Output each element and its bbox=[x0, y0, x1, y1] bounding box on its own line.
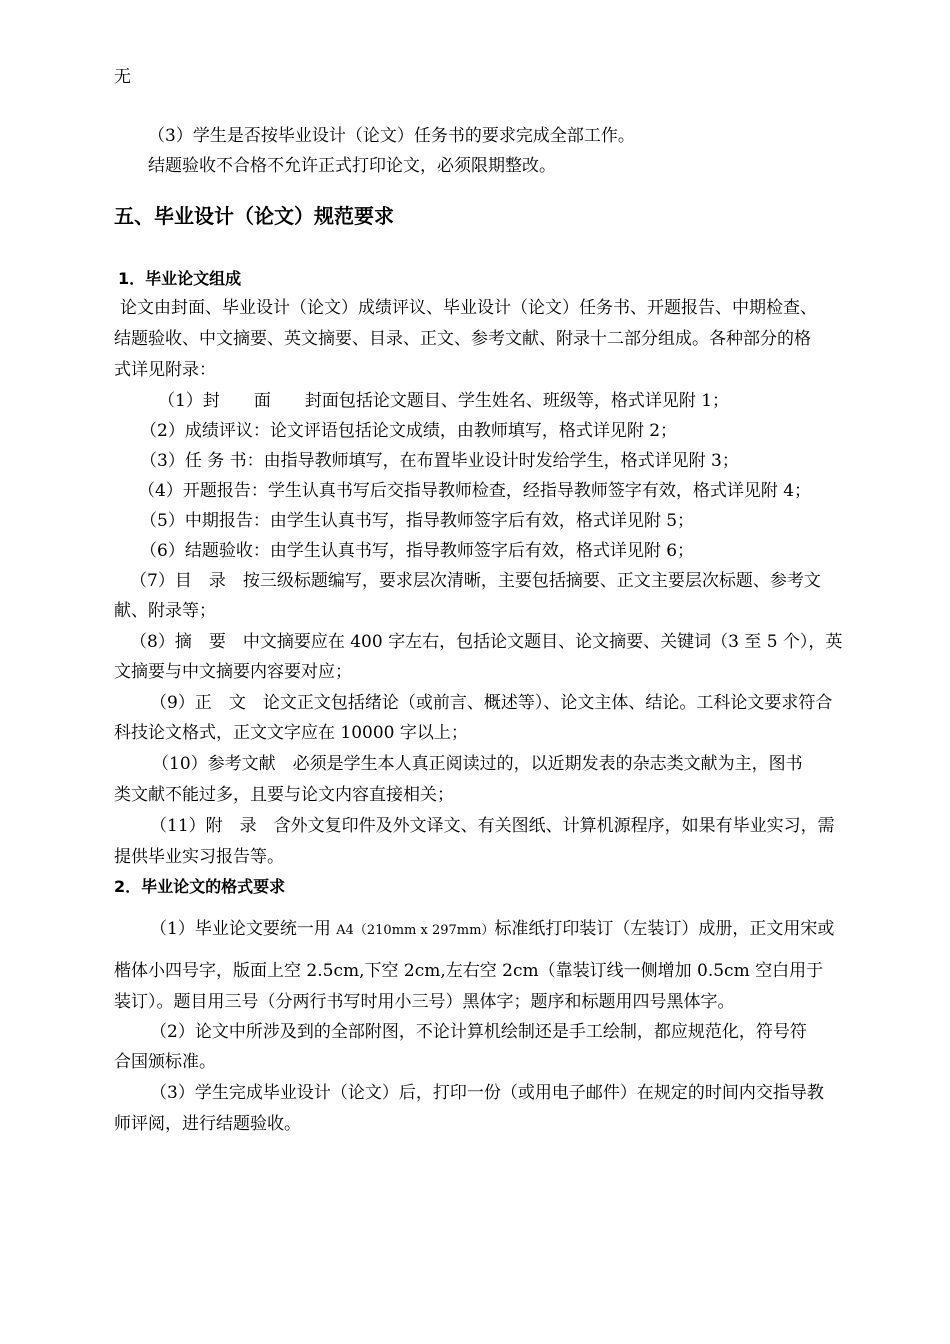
list-item: （2）成绩评议：论文评语包括论文成绩，由教师填写，格式详见附 2； bbox=[140, 421, 678, 441]
list-item: （9）正 文 论文正文包括绪论（或前言、概述等）、论文主体、结论。工科论文要求符合 bbox=[150, 693, 833, 713]
format-paragraph-1 bbox=[150, 918, 834, 942]
list-item: （7）目 录 按三级标题编写，要求层次清晰，主要包括摘要、正文主要层次标题、参考文 bbox=[130, 571, 821, 591]
list-item: （10）参考文献 必须是学生本人真正阅读过的，以近期发表的杂志类文献为主，图书 bbox=[152, 754, 803, 774]
format-line: （2）论文中所涉及到的全部附图，不论计算机绘制还是手工绘制，都应规范化，符号符 bbox=[150, 1022, 807, 1042]
section-5-title: 五、毕业设计（论文）规范要求 bbox=[114, 204, 394, 228]
list-item: 献、附录等； bbox=[114, 601, 216, 621]
list-item: 文摘要与中文摘要内容要对应； bbox=[114, 662, 352, 682]
intro-line: 结题验收、中文摘要、英文摘要、目录、正文、参考文献、附录十二部分组成。各种部分的格 bbox=[114, 329, 811, 349]
intro-line: 论文由封面、毕业设计（论文）成绩评议、毕业设计（论文）任务书、开题报告、中期检查、 bbox=[120, 298, 817, 318]
intro-line: 式详见附录： bbox=[114, 360, 216, 380]
format-line: 楷体小四号字，版面上空 2.5cm,下空 2cm,左右空 2cm（靠装订线一侧增加 0.5cm 空白用于 bbox=[114, 961, 824, 981]
format-text: （1）毕业论文要统一用 bbox=[150, 919, 337, 939]
format-line: 师评阅，进行结题验收。 bbox=[114, 1114, 301, 1134]
subsection-2-title: 2．毕业论文的格式要求 bbox=[114, 877, 286, 896]
format-line: 装订）。题目用三号（分两行书写时用小三号）黑体字；题序和标题用四号黑体字。 bbox=[114, 992, 735, 1012]
list-item: （3）任 务 书：由指导教师填写，在布置毕业设计时发给学生，格式详见附 3； bbox=[140, 451, 739, 471]
format-line: 合国颁标准。 bbox=[114, 1052, 216, 1072]
header-note: 无 bbox=[114, 67, 131, 87]
list-item: （8）摘 要 中文摘要应在 400 字左右，包括论文题目、论文摘要、关键词（3 至 5 个），英 bbox=[130, 632, 843, 652]
list-item: 提供毕业实习报告等。 bbox=[114, 847, 284, 867]
list-item: 科技论文格式，正文文字应在 10000 字以上； bbox=[114, 723, 468, 743]
list-item: （1）封 面 封面包括论文题目、学生姓名、班级等，格式详见附 1； bbox=[158, 391, 730, 411]
format-text: 标准纸打印装订（左装订）成册，正文用宋或 bbox=[494, 919, 835, 939]
list-item: （11）附 录 含外文复印件及外文译文、有关图纸、计算机源程序，如果有毕业实习，需 bbox=[150, 816, 835, 836]
format-line: （3）学生完成毕业设计（论文）后，打印一份（或用电子邮件）在规定的时间内交指导教 bbox=[150, 1083, 824, 1103]
paper-size-note: A4（210mm x 297mm） bbox=[336, 923, 495, 938]
list-item: （6）结题验收：由学生认真书写，指导教师签字后有效，格式详见附 6； bbox=[140, 541, 695, 561]
check-item-3: （3）学生是否按毕业设计（论文）任务书的要求完成全部工作。 bbox=[148, 126, 635, 146]
list-item: 类文献不能过多，且要与论文内容直接相关； bbox=[114, 785, 454, 805]
subsection-1-title: 1．毕业论文组成 bbox=[118, 269, 242, 288]
fail-note: 结题验收不合格不允许正式打印论文，必须限期整改。 bbox=[148, 156, 556, 176]
list-item: （4）开题报告：学生认真书写后交指导教师检查，经指导教师签字有效，格式详见附 4； bbox=[138, 481, 812, 501]
list-item: （5）中期报告：由学生认真书写，指导教师签字后有效，格式详见附 5； bbox=[140, 511, 695, 531]
